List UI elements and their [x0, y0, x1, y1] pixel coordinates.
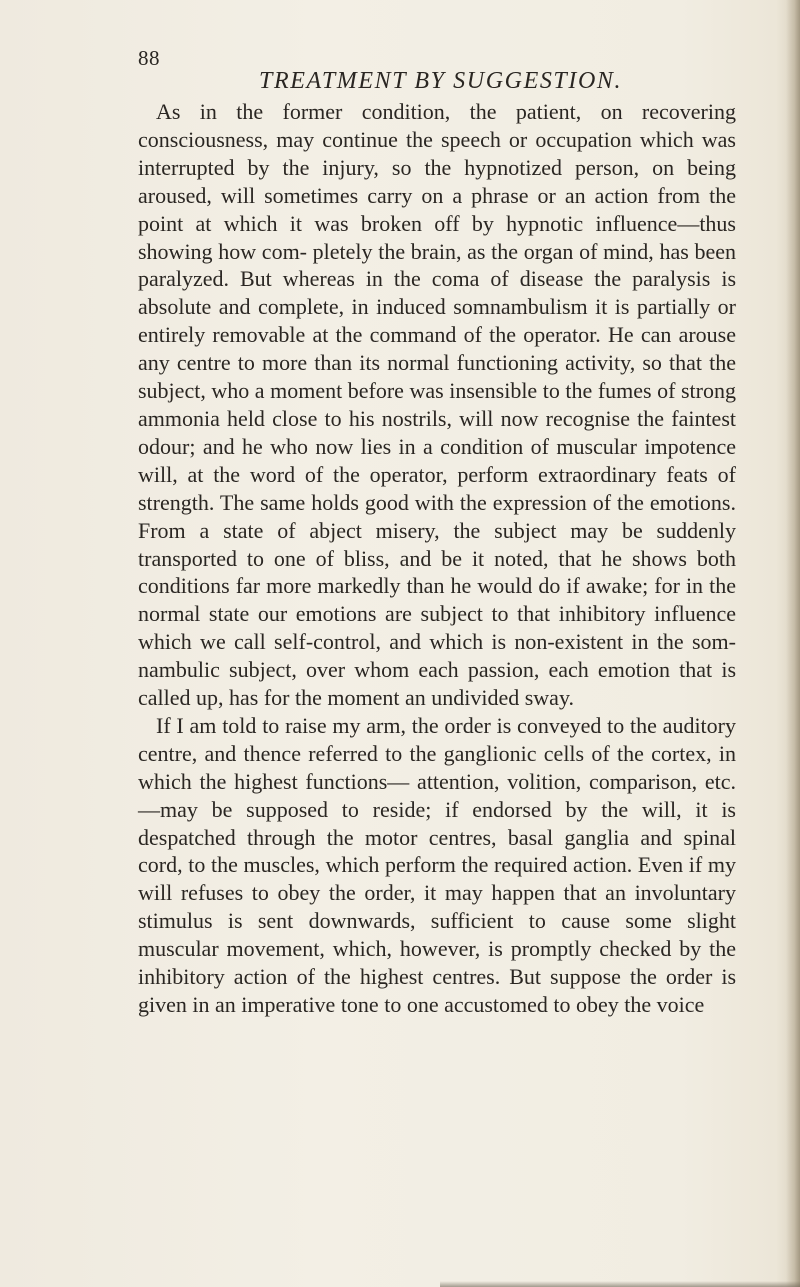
- body-text: [138, 98, 736, 1019]
- running-title: TREATMENT BY SUGGESTION.: [259, 68, 623, 94]
- running-head: [138, 46, 798, 94]
- page-number: 88: [138, 46, 160, 70]
- paragraph-2: If I am told to raise my arm, the order is conveyed to the auditory centre, and thence referred to the ganglionic cells of the cortex, in which the highest functions— attention, volition, comparison, etc.—may be supposed to reside; if endorsed by the will, it is despatched through the motor centres, basal ganglia and spinal cord, to the muscles, which perform the required action. Even if my will refuses to obey the order, it may happen that an involuntary stimulus is sent downwards, sufficient to cause some slight muscular movement, which, however, is promptly checked by the inhibitory action of the highest centres. But suppose the order is given in an imperative tone to one accustomed to obey the voice: [138, 712, 736, 1017]
- paragraph-1: As in the former condition, the patient, on recovering consciousness, may continue the speech or occupation which was interrupted by the injury, so the hypnotized person, on being aroused, will sometimes carry on a phrase or an action from the point at which it was broken off by hypnotic influence—thus showing how com- pletely the brain, as the organ of mind, has been paralyzed. But whereas in the coma of disease the paralysis is absolute and complete, in induced somnambulism it is partially or entirely removable at the command of the operator. He can arouse any centre to more than its normal functioning activity, so that the subject, who a moment before was insensible to the fumes of strong ammonia held close to his nostrils, will now recognise the faintest odour; and he who now lies in a condition of muscular impotence will, at the word of the operator, perform extraordinary feats of strength. The same holds good with the expression of the emotions. From a state of abject misery, the subject may be suddenly transported to one of bliss, and be it noted, that he shows both conditions far more markedly than he would do if awake; for in the normal state our emotions are subject to that inhibitory influence which we call self-control, and which is non-existent in the som- nambulic subject, over whom each passion, each emotion that is called up, has for the moment an undivided sway.: [138, 99, 736, 711]
- page-edge-shadow: [786, 0, 800, 1287]
- page-bottom-shadow: [440, 1281, 800, 1287]
